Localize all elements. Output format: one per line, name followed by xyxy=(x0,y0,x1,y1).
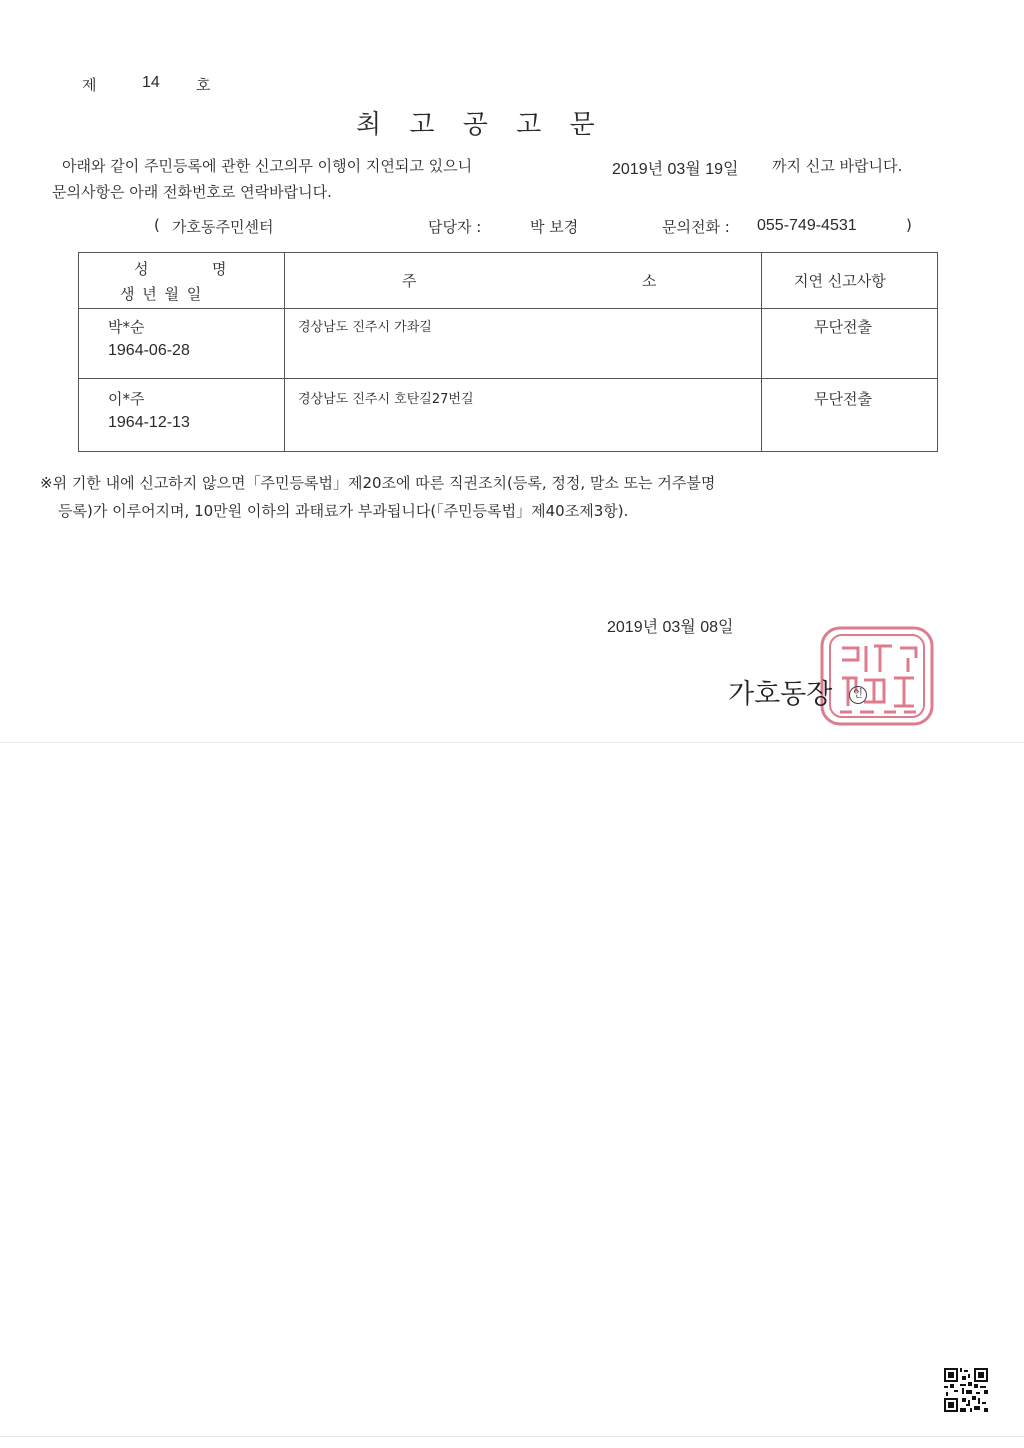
contact-office: 가호동주민센터 xyxy=(172,218,274,236)
row-name: 이*주 xyxy=(108,390,145,408)
deadline-date: 2019년 03월 19일 xyxy=(612,161,739,178)
notice-line1: ※위 기한 내에 신고하지 않으면「주민등록법」제20조에 따른 직권조치(등록, 정정, 말소 또는 거주불명 xyxy=(40,474,716,492)
contact-manager: 박 보경 xyxy=(530,218,579,236)
row-dob: 1964-12-13 xyxy=(108,414,190,431)
notice-line2: 등록)가 이루어지며, 10만원 이하의 과태료가 부과됩니다(「주민등록법」제40조제3항). xyxy=(58,502,629,520)
row-address: 경상남도 진주시 가좌길 xyxy=(298,320,432,335)
header-dob: 생 년 월 일 xyxy=(120,285,202,303)
header-report: 지연 신고사항 xyxy=(794,272,886,290)
qr-code xyxy=(944,1368,988,1412)
header-address-left: 주 xyxy=(402,272,417,290)
contact-open-paren: ( xyxy=(154,216,160,234)
row-name: 박*순 xyxy=(108,318,145,336)
row-report: 무단전출 xyxy=(814,318,872,336)
contact-close-paren: ) xyxy=(906,216,912,234)
row-dob: 1964-06-28 xyxy=(108,342,190,359)
issue-suffix: 호 xyxy=(196,76,211,94)
issue-number: 14 xyxy=(142,74,160,91)
header-name-right: 명 xyxy=(212,260,227,278)
delinquency-table xyxy=(78,252,938,452)
row-address: 경상남도 진주시 호탄길27번길 xyxy=(298,392,474,407)
scan-artifact-line xyxy=(0,742,1024,743)
page-title: 최 고 공 고 문 xyxy=(356,110,595,140)
intro-line1: 아래와 같이 주민등록에 관한 신고의무 이행이 지연되고 있으니 xyxy=(62,157,473,175)
issue-date: 2019년 03월 08일 xyxy=(607,619,734,636)
intro-line1-tail: 까지 신고 바랍니다. xyxy=(772,157,903,175)
issue-prefix: 제 xyxy=(82,76,97,94)
contact-manager-label: 담당자 : xyxy=(428,218,482,236)
header-name-left: 성 xyxy=(134,260,149,278)
row-report: 무단전출 xyxy=(814,390,872,408)
seal-mark: 인 xyxy=(849,686,867,704)
contact-phone: 055-749-4531 xyxy=(757,217,857,234)
header-address-right: 소 xyxy=(642,272,657,290)
bottom-edge-line xyxy=(0,1436,1024,1437)
contact-phone-label: 문의전화 : xyxy=(662,218,730,236)
intro-line2: 문의사항은 아래 전화번호로 연락바랍니다. xyxy=(52,183,332,201)
issuer-name: 가호동장 xyxy=(728,679,833,710)
